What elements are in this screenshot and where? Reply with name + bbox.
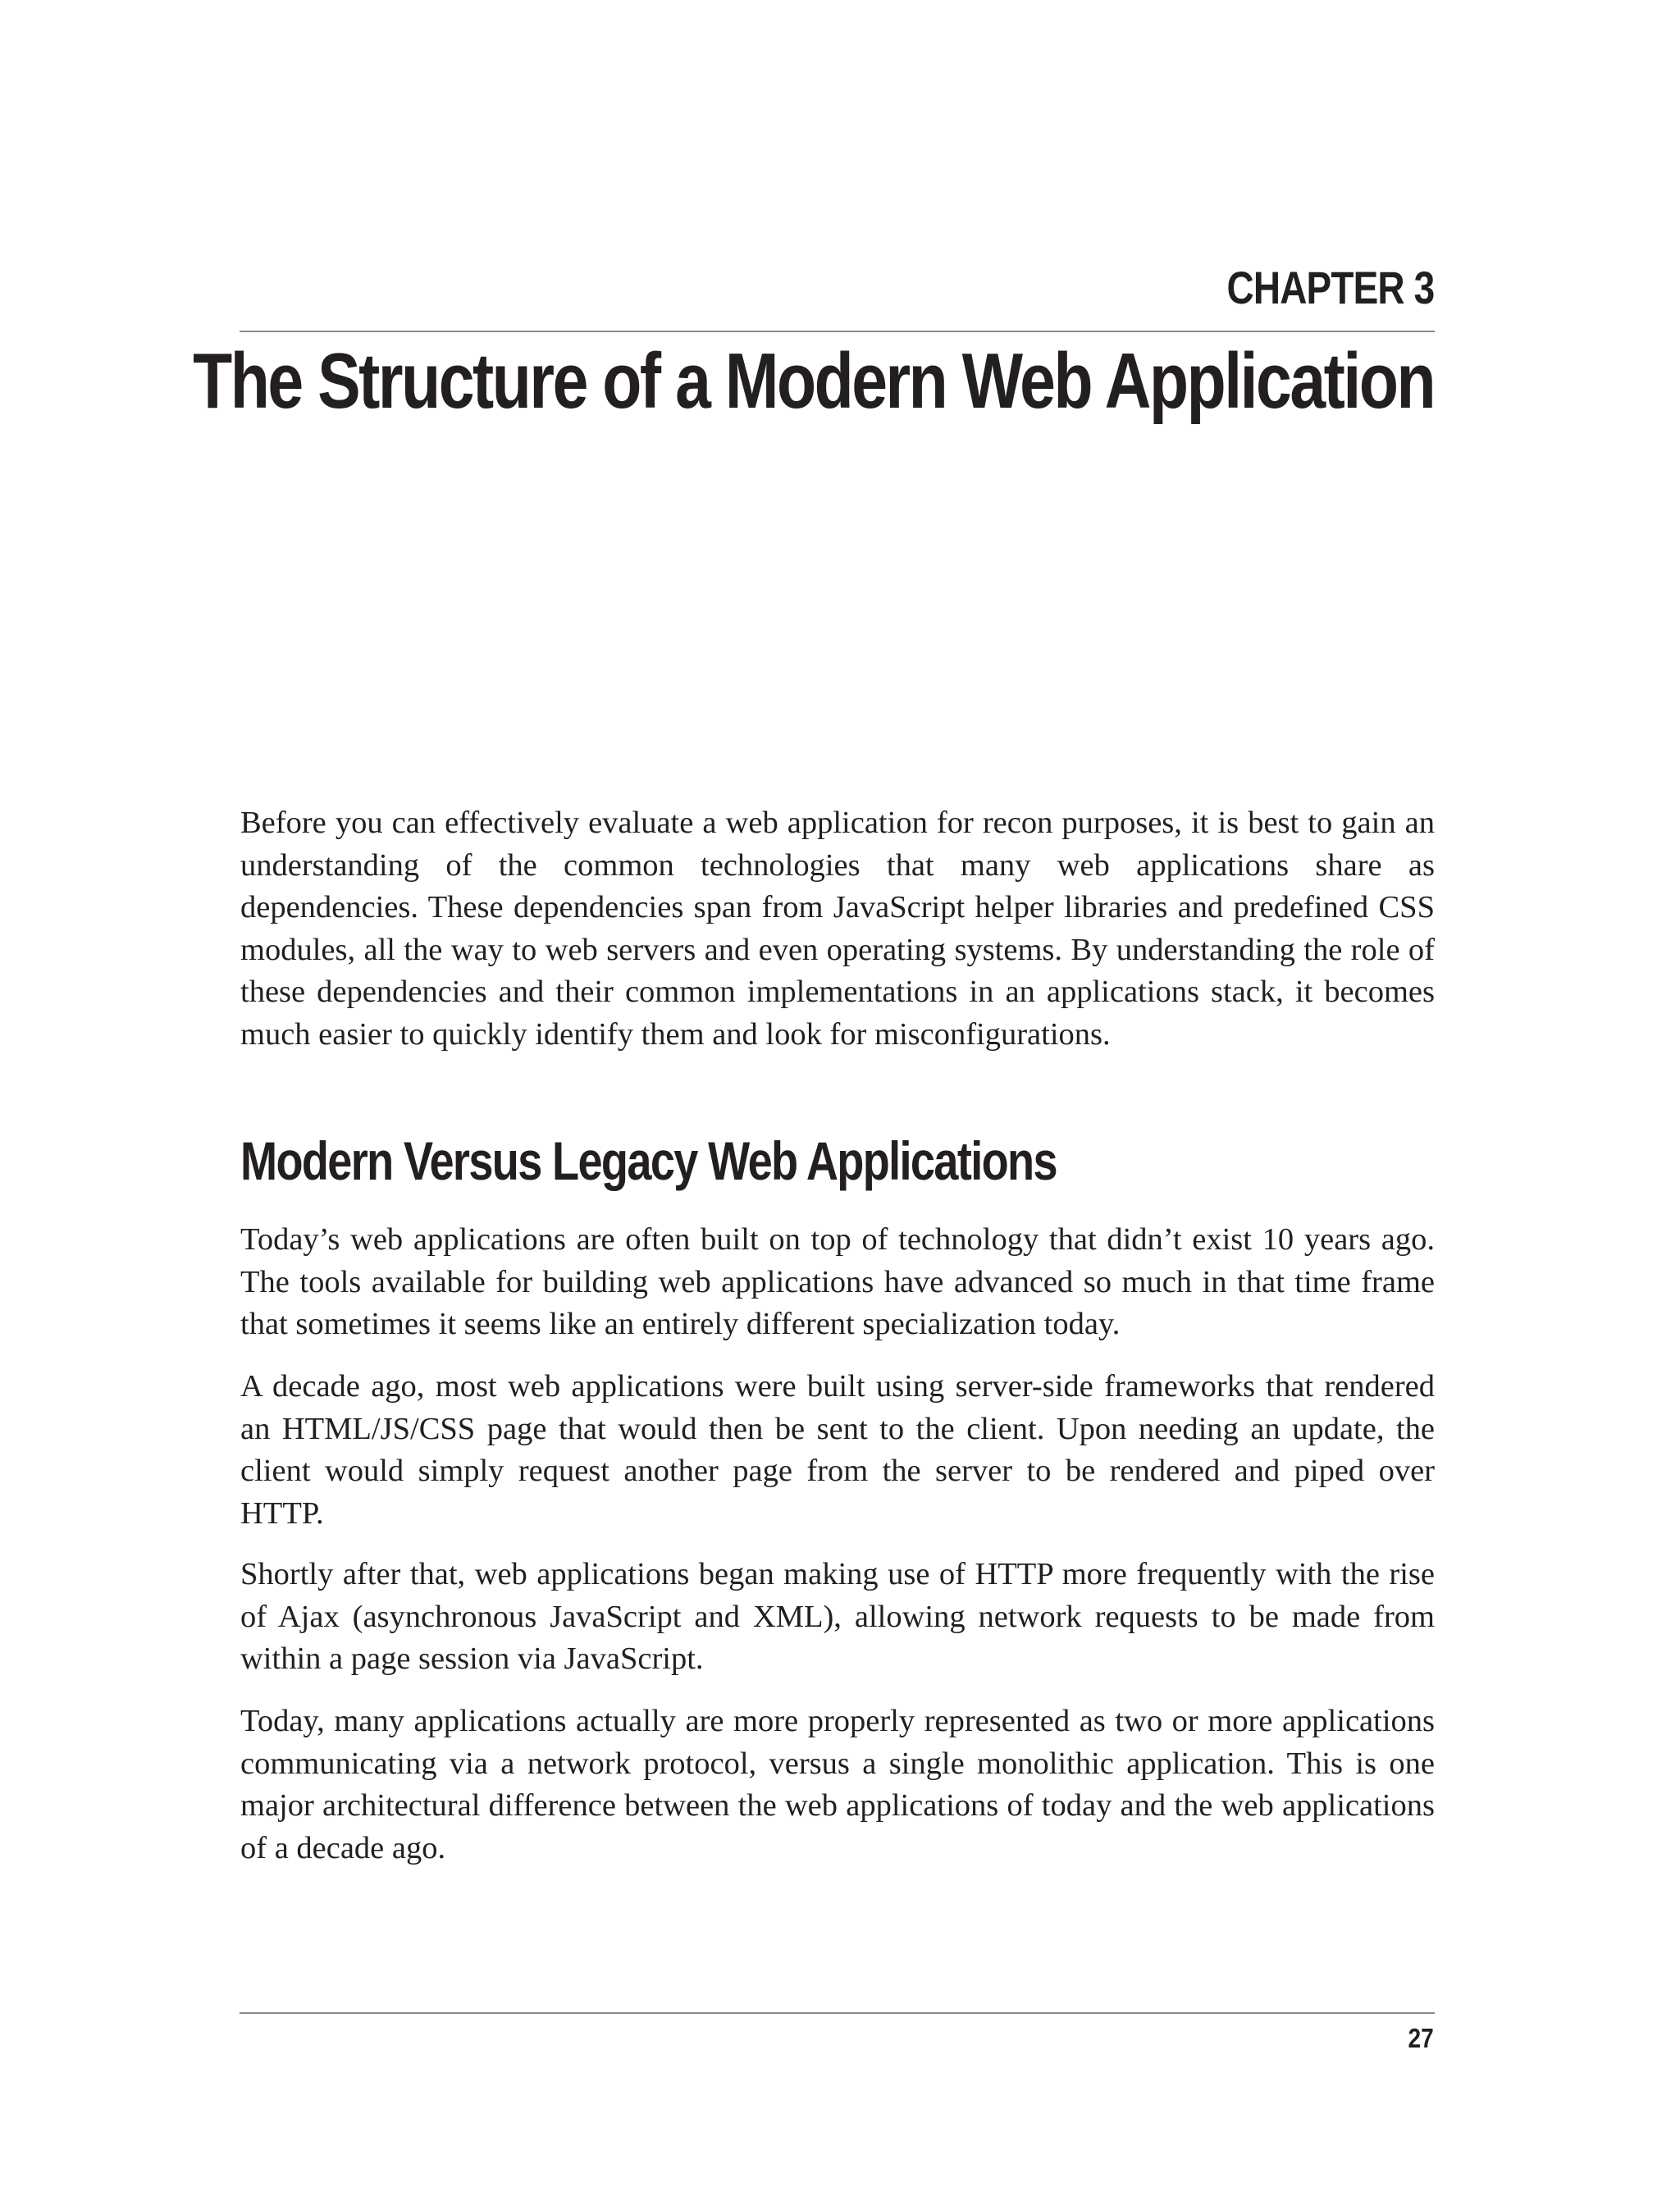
section-paragraph: Today, many applications actually are more properly represented as two or more applications communicating via a network protocol, versus a single monolithic application. This is one major architectural difference between the web applications of today and the web applications of a decade ago.: [240, 1704, 1435, 1865]
chapter-label: CHAPTER 3: [1226, 262, 1434, 313]
footer-divider: [240, 2012, 1435, 2014]
section-paragraph: A decade ago, most web applications were built using server-side frameworks that rendered an HTML/JS/CSS page that would then be sent to the client. Upon needing an update, the client would simply request another page from the server to be rendered and piped over HTTP.: [240, 1369, 1435, 1531]
chapter-divider: [240, 331, 1435, 332]
chapter-title: The Structure of a Modern Web Application: [193, 337, 1434, 425]
section-paragraph: Today’s web applications are often built on top of technology that didn’t exist 10 years ago. The tools available for building web applications have advanced so much in that time frame that sometimes it seems like an entirely different specialization today.: [240, 1222, 1435, 1341]
intro-paragraph: Before you can effectively evaluate a web application for recon purposes, it is best to gain an understanding of the common technologies that many web applications share as dependencies. These dependencies span from JavaScript helper libraries and predefined CSS modules, all the way to web servers and even operating systems. By understanding the role of these dependencies and their common implementations in an applications stack, it becomes much easier to quickly identify them and look for misconfigurations.: [240, 806, 1435, 1052]
section-heading: Modern Versus Legacy Web Applications: [240, 1130, 1057, 1191]
section-paragraph: Shortly after that, web applications began making use of HTTP more frequently with the rise of Ajax (asynchronous JavaScript and XML), allowing network requests to be made from within a page session via JavaScript.: [240, 1557, 1435, 1676]
page-number: 27: [1408, 2023, 1434, 2053]
